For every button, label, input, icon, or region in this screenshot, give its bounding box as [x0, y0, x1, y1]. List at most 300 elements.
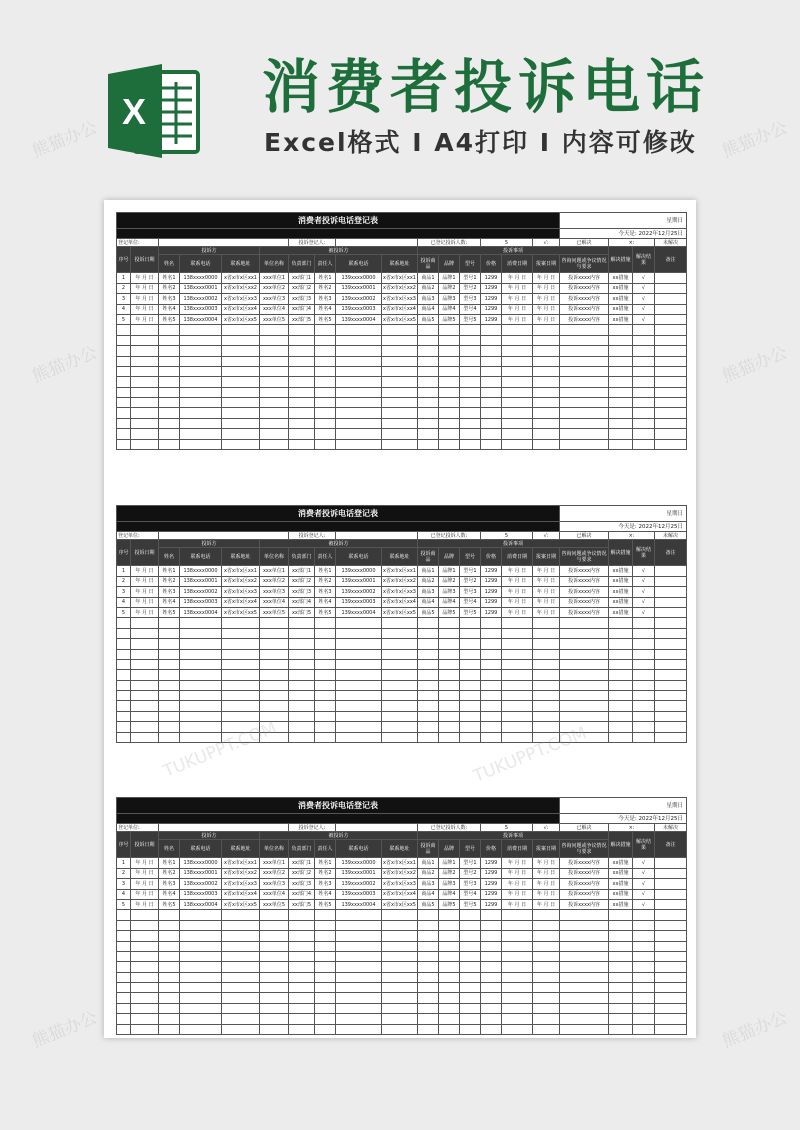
empty-cell: [222, 429, 260, 439]
empty-cell: [633, 628, 655, 638]
empty-cell: [502, 1003, 533, 1013]
cell-brand: 品牌3: [439, 879, 460, 889]
registered-count: 5: [481, 824, 533, 832]
cell-report_date: 年 月 日: [533, 587, 560, 597]
cell-result: √: [633, 597, 655, 607]
cell-price: 1299: [481, 868, 502, 878]
cell-seq: 3: [117, 879, 131, 889]
excel-icon: [104, 60, 204, 160]
empty-cell: [481, 920, 502, 930]
date-row: [117, 814, 687, 824]
empty-cell: [289, 418, 315, 428]
empty-cell: [260, 439, 289, 449]
cell-remark: [655, 283, 687, 293]
cell-consume_date: 年 月 日: [502, 858, 533, 868]
empty-cell: [609, 1003, 633, 1013]
empty-cell: [289, 659, 315, 669]
column-header-row: [117, 840, 687, 858]
empty-cell: [533, 398, 560, 408]
empty-cell: [655, 910, 687, 920]
cell-issue: 投诉xxxx内容: [560, 566, 609, 576]
empty-cell: [336, 670, 382, 680]
col-header: 咨询问题或争议情况与要求: [560, 548, 609, 566]
cell-name: 姓名2: [159, 283, 180, 293]
empty-cell: [439, 1003, 460, 1013]
empty-cell: [418, 732, 439, 742]
col-header: 联系地址: [222, 548, 260, 566]
page-subtitle: Excel格式 I A4打印 I 内容可修改: [264, 128, 697, 157]
empty-cell: [655, 356, 687, 366]
col-header: 消费日期: [502, 840, 533, 858]
empty-cell: [460, 659, 481, 669]
empty-cell: [222, 931, 260, 941]
empty-cell: [655, 1014, 687, 1024]
empty-row: [117, 1014, 687, 1024]
empty-cell: [159, 931, 180, 941]
empty-cell: [382, 387, 418, 397]
empty-cell: [117, 972, 131, 982]
empty-cell: [159, 346, 180, 356]
empty-cell: [382, 910, 418, 920]
empty-row: [117, 639, 687, 649]
empty-cell: [609, 993, 633, 1003]
cell-consume_date: 年 月 日: [502, 899, 533, 909]
empty-cell: [336, 920, 382, 930]
empty-cell: [439, 732, 460, 742]
empty-cell: [382, 983, 418, 993]
empty-cell: [533, 335, 560, 345]
empty-cell: [180, 1024, 222, 1034]
empty-cell: [289, 993, 315, 1003]
empty-cell: [131, 1003, 159, 1013]
registrant-label: 投诉登记人:: [289, 532, 336, 540]
empty-cell: [533, 346, 560, 356]
empty-cell: [418, 325, 439, 335]
empty-cell: [289, 377, 315, 387]
empty-cell: [560, 439, 609, 449]
cell-resp_phone: 139xxxx0000: [336, 858, 382, 868]
col-header: 解决结果: [633, 247, 655, 273]
empty-cell: [159, 325, 180, 335]
header-banner: [0, 0, 800, 185]
empty-row: [117, 691, 687, 701]
empty-cell: [117, 670, 131, 680]
empty-cell: [260, 670, 289, 680]
empty-cell: [439, 711, 460, 721]
empty-cell: [609, 983, 633, 993]
empty-cell: [315, 356, 336, 366]
cell-address: x省x市x区xx2: [222, 576, 260, 586]
cell-dept: xx部门1: [289, 858, 315, 868]
empty-cell: [117, 659, 131, 669]
empty-cell: [222, 951, 260, 961]
empty-cell: [655, 972, 687, 982]
empty-cell: [289, 335, 315, 345]
empty-cell: [315, 691, 336, 701]
empty-cell: [560, 983, 609, 993]
cell-brand: 品牌4: [439, 304, 460, 314]
col-header: 报案日期: [533, 548, 560, 566]
registered-count-label: 已登记投诉人数:: [418, 239, 481, 247]
cell-resp_address: x省x市x区xx1: [382, 858, 418, 868]
empty-cell: [315, 941, 336, 951]
empty-cell: [222, 335, 260, 345]
title-band: [117, 814, 560, 824]
empty-cell: [533, 618, 560, 628]
empty-cell: [560, 962, 609, 972]
empty-cell: [560, 711, 609, 721]
empty-cell: [222, 398, 260, 408]
empty-cell: [655, 920, 687, 930]
empty-cell: [633, 931, 655, 941]
empty-cell: [315, 951, 336, 961]
empty-cell: [560, 1003, 609, 1013]
cell-address: x省x市x区xx4: [222, 597, 260, 607]
empty-cell: [460, 628, 481, 638]
empty-cell: [560, 325, 609, 335]
empty-cell: [560, 691, 609, 701]
empty-cell: [609, 408, 633, 418]
cell-result: √: [633, 879, 655, 889]
col-header: 序号: [117, 540, 131, 566]
unresolved-label: 未解决: [655, 824, 687, 832]
empty-cell: [633, 366, 655, 376]
empty-cell: [439, 722, 460, 732]
empty-cell: [655, 325, 687, 335]
empty-cell: [289, 1003, 315, 1013]
empty-cell: [460, 408, 481, 418]
table-row: [117, 597, 687, 607]
empty-cell: [418, 680, 439, 690]
empty-cell: [260, 639, 289, 649]
cell-consume_date: 年 月 日: [502, 889, 533, 899]
empty-cell: [418, 1014, 439, 1024]
cell-person: 姓名5: [315, 314, 336, 324]
empty-cell: [180, 962, 222, 972]
empty-cell: [460, 670, 481, 680]
empty-cell: [289, 628, 315, 638]
col-header: 投诉日期: [131, 540, 159, 566]
empty-cell: [159, 722, 180, 732]
empty-cell: [418, 429, 439, 439]
empty-cell: [382, 1024, 418, 1034]
col-header: 品牌: [439, 255, 460, 273]
empty-cell: [336, 910, 382, 920]
col-header: 品牌: [439, 840, 460, 858]
empty-cell: [533, 983, 560, 993]
empty-cell: [315, 377, 336, 387]
empty-cell: [560, 335, 609, 345]
empty-cell: [655, 951, 687, 961]
cell-dept: xx部门1: [289, 273, 315, 283]
empty-cell: [633, 1003, 655, 1013]
empty-row: [117, 398, 687, 408]
cell-resp_phone: 139xxxx0001: [336, 283, 382, 293]
empty-cell: [131, 1024, 159, 1034]
empty-cell: [159, 1003, 180, 1013]
empty-row: [117, 941, 687, 951]
empty-cell: [117, 680, 131, 690]
empty-cell: [131, 680, 159, 690]
cell-unit: xxx单位1: [260, 273, 289, 283]
empty-cell: [439, 346, 460, 356]
empty-cell: [289, 429, 315, 439]
empty-cell: [481, 408, 502, 418]
empty-cell: [117, 732, 131, 742]
cell-consume_date: 年 月 日: [502, 597, 533, 607]
empty-cell: [502, 722, 533, 732]
empty-cell: [533, 910, 560, 920]
empty-cell: [460, 366, 481, 376]
empty-cell: [481, 1024, 502, 1034]
empty-cell: [382, 439, 418, 449]
col-header: 单位名称: [260, 548, 289, 566]
empty-cell: [481, 941, 502, 951]
empty-cell: [633, 1014, 655, 1024]
group-header-respondent: 被投诉方: [260, 832, 418, 840]
empty-cell: [481, 701, 502, 711]
empty-cell: [481, 972, 502, 982]
empty-cell: [560, 1024, 609, 1034]
empty-cell: [609, 670, 633, 680]
register-sheet: [116, 505, 686, 743]
cell-price: 1299: [481, 294, 502, 304]
empty-cell: [502, 639, 533, 649]
cell-result: √: [633, 889, 655, 899]
title-band: [117, 522, 560, 532]
cell-person: 姓名4: [315, 889, 336, 899]
empty-cell: [439, 387, 460, 397]
empty-cell: [289, 931, 315, 941]
col-header: 负责部门: [289, 840, 315, 858]
empty-cell: [315, 1003, 336, 1013]
empty-row: [117, 732, 687, 742]
empty-cell: [533, 356, 560, 366]
col-header: 品牌: [439, 548, 460, 566]
empty-cell: [655, 680, 687, 690]
empty-cell: [460, 429, 481, 439]
reg-unit-value: [159, 532, 289, 540]
cell-date: 年 月 日: [131, 858, 159, 868]
empty-cell: [180, 701, 222, 711]
group-header-respondent: 被投诉方: [260, 540, 418, 548]
empty-cell: [533, 920, 560, 930]
col-header: 咨询问题或争议情况与要求: [560, 840, 609, 858]
empty-cell: [633, 1024, 655, 1034]
cell-resp_address: x省x市x区xx2: [382, 283, 418, 293]
empty-cell: [439, 628, 460, 638]
empty-cell: [222, 722, 260, 732]
empty-cell: [439, 649, 460, 659]
empty-cell: [180, 618, 222, 628]
empty-cell: [533, 722, 560, 732]
cell-price: 1299: [481, 576, 502, 586]
empty-cell: [315, 387, 336, 397]
col-header: 联系电话: [336, 840, 382, 858]
empty-cell: [533, 439, 560, 449]
empty-cell: [560, 366, 609, 376]
empty-cell: [439, 366, 460, 376]
cell-unit: xxx单位2: [260, 283, 289, 293]
empty-cell: [655, 377, 687, 387]
empty-cell: [180, 429, 222, 439]
empty-cell: [382, 941, 418, 951]
empty-cell: [655, 701, 687, 711]
column-header-row: [117, 255, 687, 273]
empty-cell: [222, 993, 260, 1003]
title-row: [117, 213, 687, 229]
empty-cell: [481, 659, 502, 669]
watermark: 熊猫办公: [719, 117, 791, 162]
empty-cell: [609, 711, 633, 721]
col-header: 消费日期: [502, 255, 533, 273]
empty-cell: [460, 618, 481, 628]
empty-cell: [260, 1014, 289, 1024]
empty-cell: [222, 346, 260, 356]
cell-brand: 品牌3: [439, 587, 460, 597]
check-mark-label: √:: [533, 532, 560, 540]
empty-cell: [222, 377, 260, 387]
empty-cell: [336, 418, 382, 428]
cell-address: x省x市x区xx3: [222, 587, 260, 597]
cell-result: √: [633, 566, 655, 576]
empty-cell: [260, 398, 289, 408]
empty-cell: [418, 335, 439, 345]
table-row: [117, 576, 687, 586]
empty-cell: [159, 972, 180, 982]
empty-cell: [633, 377, 655, 387]
cell-remark: [655, 576, 687, 586]
empty-cell: [117, 418, 131, 428]
cell-model: 型号3: [460, 587, 481, 597]
cell-issue: 投诉xxxx内容: [560, 868, 609, 878]
empty-cell: [222, 639, 260, 649]
register-sheet: [116, 212, 686, 450]
empty-cell: [180, 680, 222, 690]
cell-report_date: 年 月 日: [533, 294, 560, 304]
cell-date: 年 月 日: [131, 304, 159, 314]
empty-cell: [560, 628, 609, 638]
empty-cell: [222, 659, 260, 669]
empty-cell: [315, 366, 336, 376]
empty-cell: [418, 993, 439, 1003]
col-header: 负责部门: [289, 548, 315, 566]
empty-cell: [609, 680, 633, 690]
empty-cell: [159, 398, 180, 408]
cell-date: 年 月 日: [131, 566, 159, 576]
empty-cell: [633, 618, 655, 628]
empty-cell: [289, 920, 315, 930]
empty-cell: [439, 680, 460, 690]
col-header: 价格: [481, 255, 502, 273]
unresolved-label: 未解决: [655, 239, 687, 247]
empty-cell: [382, 691, 418, 701]
cell-remark: [655, 314, 687, 324]
cell-model: 型号4: [460, 597, 481, 607]
empty-cell: [533, 701, 560, 711]
cell-name: 姓名4: [159, 889, 180, 899]
empty-cell: [222, 983, 260, 993]
empty-cell: [289, 670, 315, 680]
cell-method: xx措施: [609, 587, 633, 597]
empty-cell: [117, 628, 131, 638]
cell-dept: xx部门1: [289, 566, 315, 576]
empty-cell: [117, 701, 131, 711]
empty-cell: [131, 649, 159, 659]
empty-cell: [131, 346, 159, 356]
table-row: [117, 587, 687, 597]
empty-cell: [117, 387, 131, 397]
empty-cell: [222, 711, 260, 721]
cell-person: 姓名5: [315, 899, 336, 909]
empty-cell: [418, 931, 439, 941]
empty-cell: [336, 701, 382, 711]
col-header: 价格: [481, 840, 502, 858]
cell-report_date: 年 月 日: [533, 273, 560, 283]
empty-cell: [180, 722, 222, 732]
cell-phone: 138xxxx0000: [180, 858, 222, 868]
empty-cell: [382, 398, 418, 408]
cell-unit: xxx单位1: [260, 566, 289, 576]
cell-remark: [655, 273, 687, 283]
empty-cell: [336, 649, 382, 659]
empty-cell: [382, 618, 418, 628]
title-row: [117, 798, 687, 814]
cell-result: √: [633, 868, 655, 878]
empty-cell: [260, 325, 289, 335]
empty-cell: [260, 993, 289, 1003]
empty-cell: [180, 408, 222, 418]
cell-unit: xxx单位2: [260, 576, 289, 586]
check-mark-label: √:: [533, 824, 560, 832]
empty-cell: [289, 983, 315, 993]
empty-cell: [159, 920, 180, 930]
cell-method: xx措施: [609, 273, 633, 283]
empty-cell: [159, 429, 180, 439]
cell-seq: 3: [117, 294, 131, 304]
cell-person: 姓名3: [315, 879, 336, 889]
empty-cell: [533, 962, 560, 972]
title-row: [117, 506, 687, 522]
empty-cell: [439, 408, 460, 418]
table-row: [117, 868, 687, 878]
watermark: 熊猫办公: [29, 1007, 101, 1052]
cell-model: 型号2: [460, 283, 481, 293]
empty-cell: [382, 356, 418, 366]
cell-address: x省x市x区xx4: [222, 304, 260, 314]
empty-cell: [481, 325, 502, 335]
empty-cell: [315, 335, 336, 345]
empty-cell: [131, 1014, 159, 1024]
empty-cell: [481, 1014, 502, 1024]
empty-cell: [439, 951, 460, 961]
cell-seq: 5: [117, 899, 131, 909]
empty-row: [117, 931, 687, 941]
empty-cell: [633, 670, 655, 680]
empty-cell: [609, 1014, 633, 1024]
empty-cell: [439, 701, 460, 711]
empty-cell: [222, 628, 260, 638]
empty-cell: [131, 732, 159, 742]
empty-cell: [222, 649, 260, 659]
empty-cell: [336, 931, 382, 941]
empty-cell: [180, 920, 222, 930]
empty-cell: [633, 659, 655, 669]
empty-cell: [159, 628, 180, 638]
empty-cell: [131, 325, 159, 335]
cell-brand: 品牌5: [439, 607, 460, 617]
empty-cell: [131, 377, 159, 387]
